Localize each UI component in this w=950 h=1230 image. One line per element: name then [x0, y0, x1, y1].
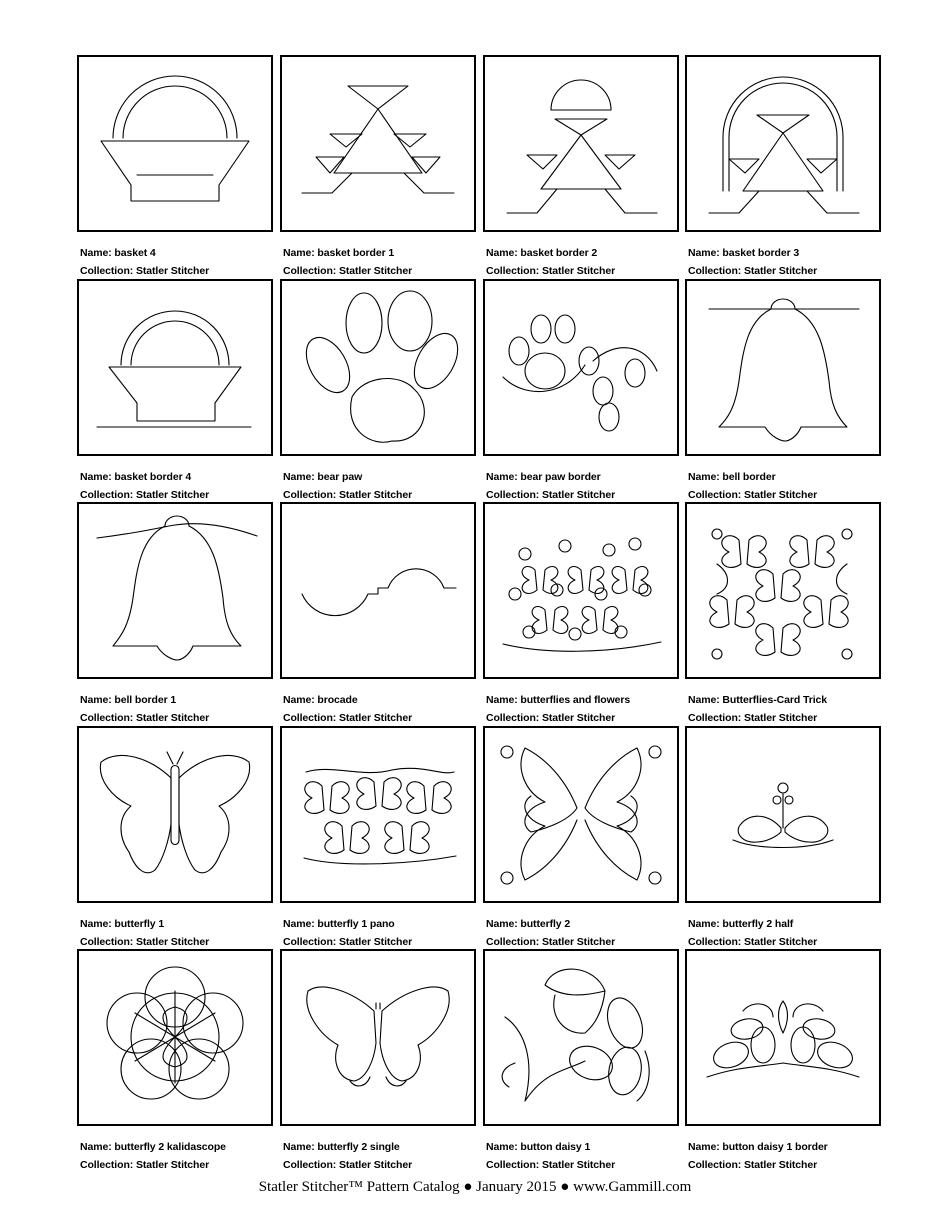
butterfly-icon	[77, 726, 273, 903]
pattern-name: butterfly 2 half	[722, 918, 794, 930]
collection-value: Statler Stitcher	[338, 712, 413, 724]
pattern-name: button daisy 1 border	[722, 1141, 828, 1153]
collection-label: Collection:	[486, 489, 540, 501]
collection-value: Statler Stitcher	[338, 936, 413, 948]
collection-label: Collection:	[688, 489, 742, 501]
collection-value: Statler Stitcher	[541, 1159, 616, 1171]
pattern-name: basket 4	[114, 247, 156, 259]
basket-icon	[77, 55, 273, 232]
collection-value: Statler Stitcher	[743, 936, 818, 948]
collection-value: Statler Stitcher	[743, 712, 818, 724]
pattern-card[interactable]: Name: Butterflies-Card Trick Collection: Statler Stitcher	[685, 502, 881, 724]
collection-value: Statler Stitcher	[135, 712, 210, 724]
name-label: Name	[688, 694, 717, 706]
collection-label: Collection:	[688, 265, 742, 277]
collection-label: Collection:	[283, 936, 337, 948]
collection-label: Collection:	[80, 265, 134, 277]
collection-label: Collection:	[80, 712, 134, 724]
pattern-card[interactable]: Name: bell border Collection: Statler Stitcher	[685, 279, 881, 501]
pattern-name: basket border 1	[317, 247, 395, 259]
collection-value: Statler Stitcher	[135, 265, 210, 277]
collection-value: Statler Stitcher	[541, 936, 616, 948]
paw-icon	[483, 279, 679, 456]
collection-value: Statler Stitcher	[135, 489, 210, 501]
collection-label: Collection:	[80, 489, 134, 501]
pattern-name: basket border 4	[114, 471, 192, 483]
pattern-name: basket border 2	[520, 247, 598, 259]
collection-label: Collection:	[486, 265, 540, 277]
name-label: Name	[688, 1141, 717, 1153]
collection-label: Collection:	[486, 936, 540, 948]
name-label: Name	[80, 471, 109, 483]
collection-value: Statler Stitcher	[743, 489, 818, 501]
collection-label: Collection:	[283, 489, 337, 501]
name-label: Name	[688, 918, 717, 930]
pattern-name: bell border 1	[114, 694, 177, 706]
collection-value: Statler Stitcher	[338, 265, 413, 277]
name-label: Name	[486, 471, 515, 483]
collection-value: Statler Stitcher	[541, 489, 616, 501]
pattern-card[interactable]: Name: button daisy 1 border Collection: Statler Stitcher	[685, 949, 881, 1171]
pattern-card[interactable]: Name: basket border 3 Collection: Statler Stitcher	[685, 55, 881, 277]
name-label: Name	[80, 1141, 109, 1153]
pattern-card[interactable]: Name: butterfly 2 kalidascope Collection: Statler Stitcher	[77, 949, 273, 1171]
collection-value: Statler Stitcher	[338, 489, 413, 501]
name-label: Name	[283, 918, 312, 930]
pattern-name: bell border	[722, 471, 776, 483]
butterflies-icon	[483, 502, 679, 679]
butterfly-icon	[685, 726, 881, 903]
butterfly-icon	[280, 949, 476, 1126]
butterflies-icon	[685, 502, 881, 679]
name-label: Name	[486, 918, 515, 930]
collection-value: Statler Stitcher	[743, 1159, 818, 1171]
pattern-card[interactable]: Name: button daisy 1 Collection: Statler Stitcher	[483, 949, 679, 1171]
collection-label: Collection:	[283, 1159, 337, 1171]
pattern-card[interactable]: Name: butterfly 2 half Collection: Statler Stitcher	[685, 726, 881, 948]
collection-value: Statler Stitcher	[135, 936, 210, 948]
name-label: Name	[486, 1141, 515, 1153]
pattern-name: bear paw border	[520, 471, 601, 483]
collection-value: Statler Stitcher	[541, 265, 616, 277]
butterfly-icon	[483, 726, 679, 903]
pattern-name: butterflies and flowers	[520, 694, 631, 706]
name-label: Name	[486, 247, 515, 259]
collection-label: Collection:	[283, 712, 337, 724]
pattern-name: butterfly 1	[114, 918, 165, 930]
name-label: Name	[80, 247, 109, 259]
wave-icon	[280, 502, 476, 679]
pattern-name: Butterflies-Card Trick	[722, 694, 828, 706]
basket-icon	[77, 279, 273, 456]
pattern-name: bear paw	[317, 471, 363, 483]
collection-label: Collection:	[688, 936, 742, 948]
collection-value: Statler Stitcher	[541, 712, 616, 724]
basket-border-icon	[685, 55, 881, 232]
pattern-card[interactable]: Name: bell border 1 Collection: Statler Stitcher	[77, 502, 273, 724]
pattern-name: butterfly 2 kalidascope	[114, 1141, 226, 1153]
name-label: Name	[688, 471, 717, 483]
pattern-card[interactable]: Name: butterfly 2 single Collection: Statler Stitcher	[280, 949, 476, 1171]
collection-label: Collection:	[486, 712, 540, 724]
name-label: Name	[80, 918, 109, 930]
bell-icon	[685, 279, 881, 456]
name-label: Name	[283, 694, 312, 706]
name-label: Name	[283, 247, 312, 259]
collection-value: Statler Stitcher	[338, 1159, 413, 1171]
basket-border-icon	[483, 55, 679, 232]
pattern-name: butterfly 2 single	[317, 1141, 400, 1153]
daisy-icon	[685, 949, 881, 1126]
paw-icon	[280, 279, 476, 456]
pattern-card[interactable]: Name: bear paw Collection: Statler Stitcher	[280, 279, 476, 501]
name-label: Name	[283, 471, 312, 483]
pattern-card[interactable]: Name: basket border 4 Collection: Statler Stitcher	[77, 279, 273, 501]
name-label: Name	[486, 694, 515, 706]
pattern-name: button daisy 1	[520, 1141, 591, 1153]
pattern-card[interactable]: Name: butterfly 2 Collection: Statler Stitcher	[483, 726, 679, 948]
kaleidoscope-icon	[77, 949, 273, 1126]
collection-label: Collection:	[486, 1159, 540, 1171]
pattern-card[interactable]: Name: brocade Collection: Statler Stitcher	[280, 502, 476, 724]
catalog-footer: Statler Stitcher™ Pattern Catalog ● January 2015 ● www.Gammill.com	[258, 1179, 692, 1195]
pattern-card[interactable]: Name: butterflies and flowers Collection: Statler Stitcher	[483, 502, 679, 724]
name-label: Name	[283, 1141, 312, 1153]
pattern-name: butterfly 1 pano	[317, 918, 395, 930]
collection-value: Statler Stitcher	[743, 265, 818, 277]
collection-label: Collection:	[80, 936, 134, 948]
pattern-name: brocade	[317, 694, 358, 706]
collection-label: Collection:	[80, 1159, 134, 1171]
pattern-card[interactable]: Name: basket border 1 Collection: Statler Stitcher	[280, 55, 476, 277]
daisy-icon	[483, 949, 679, 1126]
collection-value: Statler Stitcher	[135, 1159, 210, 1171]
butterflies-icon	[280, 726, 476, 903]
pattern-card[interactable]: Name: bear paw border Collection: Statler Stitcher	[483, 279, 679, 501]
bell-icon	[77, 502, 273, 679]
pattern-name: butterfly 2	[520, 918, 571, 930]
name-label: Name	[688, 247, 717, 259]
collection-label: Collection:	[688, 1159, 742, 1171]
pattern-card[interactable]: Name: basket 4 Collection: Statler Stitcher	[77, 55, 273, 277]
basket-border-icon	[280, 55, 476, 232]
name-label: Name	[80, 694, 109, 706]
pattern-name: basket border 3	[722, 247, 800, 259]
pattern-card[interactable]: Name: basket border 2 Collection: Statler Stitcher	[483, 55, 679, 277]
pattern-card[interactable]: Name: butterfly 1 Collection: Statler Stitcher	[77, 726, 273, 948]
collection-label: Collection:	[688, 712, 742, 724]
pattern-card[interactable]: Name: butterfly 1 pano Collection: Statler Stitcher	[280, 726, 476, 948]
collection-label: Collection:	[283, 265, 337, 277]
